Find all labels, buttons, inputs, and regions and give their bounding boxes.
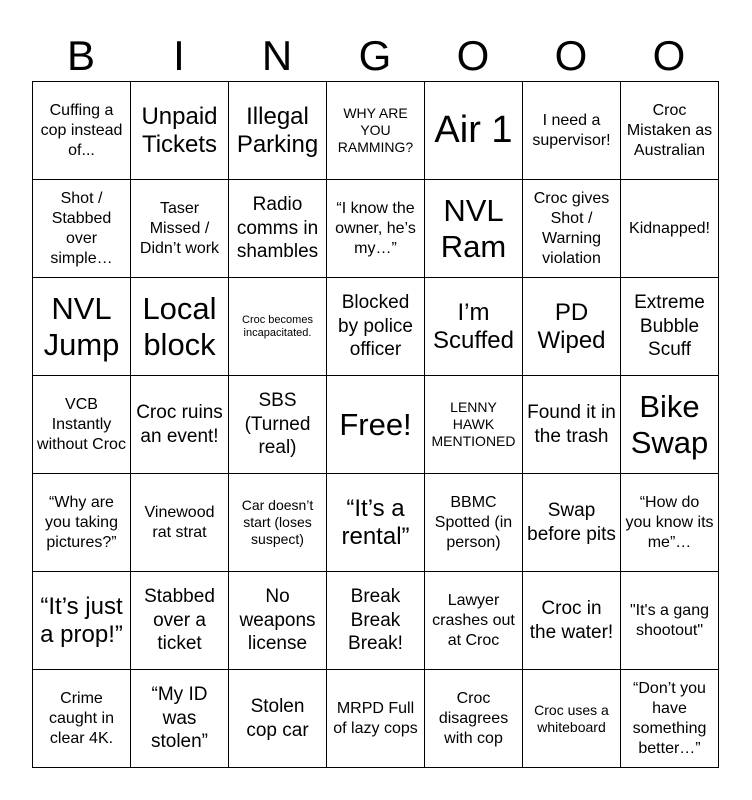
bingo-cell[interactable]: LENNY HAWK MENTIONED: [425, 376, 523, 474]
bingo-cell[interactable]: “My ID was stolen”: [131, 670, 229, 768]
bingo-cell[interactable]: Bike Swap: [621, 376, 719, 474]
bingo-cell[interactable]: Stolen cop car: [229, 670, 327, 768]
bingo-cell[interactable]: Unpaid Tickets: [131, 82, 229, 180]
bingo-cell[interactable]: VCB Instantly without Croc: [33, 376, 131, 474]
bingo-cell[interactable]: “I know the owner, he’s my…”: [327, 180, 425, 278]
header-letter-b: B: [66, 32, 95, 79]
bingo-cell[interactable]: Car doesn’t start (loses suspect): [229, 474, 327, 572]
bingo-cell[interactable]: Taser Missed / Didn’t work: [131, 180, 229, 278]
bingo-cell[interactable]: PD Wiped: [523, 278, 621, 376]
bingo-cell[interactable]: “Why are you taking pictures?”: [33, 474, 131, 572]
header-letter-n: N: [261, 32, 293, 79]
bingo-cell[interactable]: Blocked by police officer: [327, 278, 425, 376]
bingo-cell[interactable]: Lawyer crashes out at Croc: [425, 572, 523, 670]
bingo-grid: [32, 81, 719, 768]
header-letter-o1: O: [456, 32, 490, 79]
bingo-cell[interactable]: SBS (Turned real): [229, 376, 327, 474]
bingo-cell[interactable]: Kidnapped!: [621, 180, 719, 278]
header-letter-o2: O: [554, 32, 588, 79]
header-letter-i: I: [173, 32, 185, 79]
bingo-cell[interactable]: Extreme Bubble Scuff: [621, 278, 719, 376]
bingo-header: [32, 30, 718, 82]
bingo-cell[interactable]: Croc uses a whiteboard: [523, 670, 621, 768]
bingo-cell[interactable]: Croc in the water!: [523, 572, 621, 670]
bingo-cell[interactable]: Croc Mistaken as Australian: [621, 82, 719, 180]
bingo-cell[interactable]: “Don’t you have something better…”: [621, 670, 719, 768]
bingo-cell[interactable]: Radio comms in shambles: [229, 180, 327, 278]
bingo-cell[interactable]: Shot / Stabbed over simple…: [33, 180, 131, 278]
bingo-cell[interactable]: Croc gives Shot / Warning violation: [523, 180, 621, 278]
bingo-cell[interactable]: Illegal Parking: [229, 82, 327, 180]
bingo-cell[interactable]: Crime caught in clear 4K.: [33, 670, 131, 768]
bingo-cell[interactable]: Air 1: [425, 82, 523, 180]
bingo-cell[interactable]: Vinewood rat strat: [131, 474, 229, 572]
bingo-cell[interactable]: NVL Jump: [33, 278, 131, 376]
bingo-cell[interactable]: Croc disagrees with cop: [425, 670, 523, 768]
bingo-cell[interactable]: Croc becomes incapacitated.: [229, 278, 327, 376]
bingo-cell[interactable]: NVL Ram: [425, 180, 523, 278]
bingo-cell[interactable]: I’m Scuffed: [425, 278, 523, 376]
bingo-cell[interactable]: "It's a gang shootout": [621, 572, 719, 670]
bingo-cell[interactable]: “It’s a rental”: [327, 474, 425, 572]
bingo-cell[interactable]: Stabbed over a ticket: [131, 572, 229, 670]
bingo-cell[interactable]: Free!: [327, 376, 425, 474]
bingo-cell[interactable]: WHY ARE YOU RAMMING?: [327, 82, 425, 180]
bingo-cell[interactable]: Swap before pits: [523, 474, 621, 572]
bingo-cell[interactable]: No weapons license: [229, 572, 327, 670]
header-letter-o3: O: [652, 32, 686, 79]
bingo-cell[interactable]: Local block: [131, 278, 229, 376]
bingo-cell[interactable]: “How do you know its me”…: [621, 474, 719, 572]
bingo-cell[interactable]: I need a supervisor!: [523, 82, 621, 180]
header-letter-g: G: [358, 32, 392, 79]
bingo-cell[interactable]: Found it in the trash: [523, 376, 621, 474]
bingo-cell[interactable]: Cuffing a cop instead of...: [33, 82, 131, 180]
bingo-cell[interactable]: “It’s just a prop!”: [33, 572, 131, 670]
bingo-cell[interactable]: BBMC Spotted (in person): [425, 474, 523, 572]
bingo-cell[interactable]: Croc ruins an event!: [131, 376, 229, 474]
bingo-cell[interactable]: MRPD Full of lazy cops: [327, 670, 425, 768]
bingo-cell[interactable]: Break Break Break!: [327, 572, 425, 670]
